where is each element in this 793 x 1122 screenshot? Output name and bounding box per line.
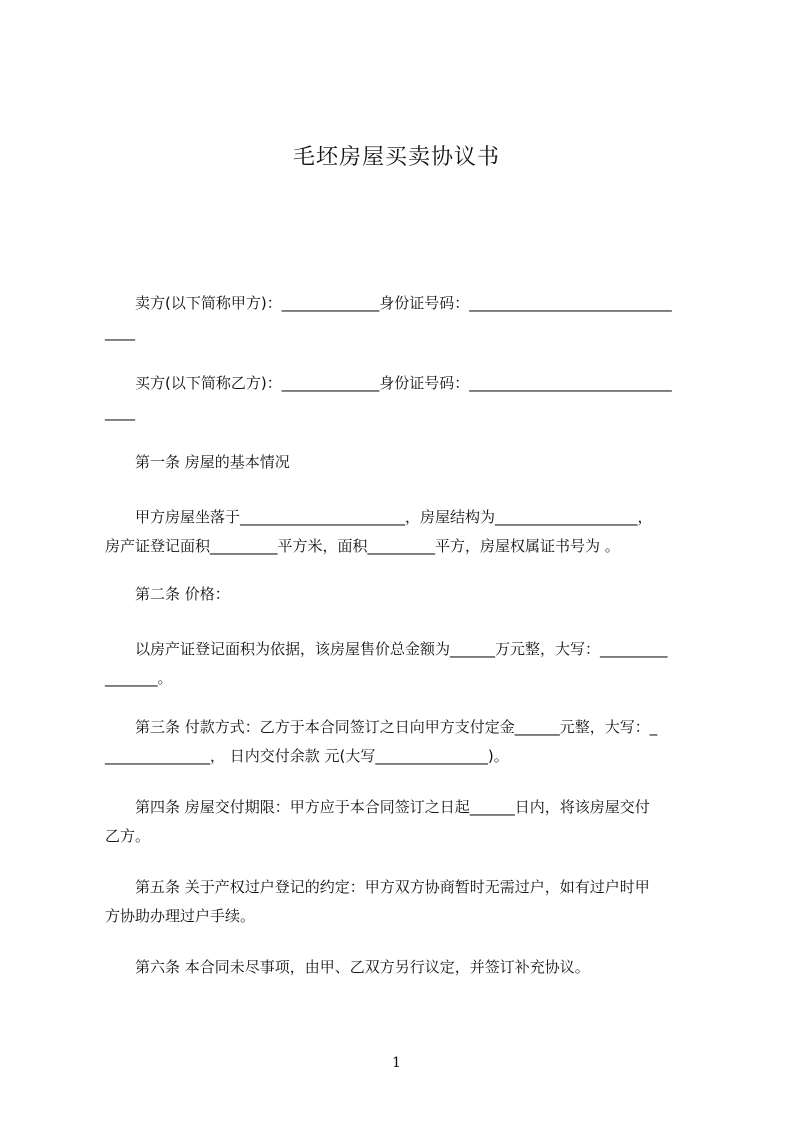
article-6-line1: 第六条 本合同未尽事项，由甲、乙双方另行议定，并签订补充协议。	[105, 958, 590, 976]
article-2-content	[105, 635, 701, 693]
seller-info-line2: ____	[105, 323, 135, 341]
article-2-line2: _______。	[105, 669, 173, 687]
buyer-info-paragraph	[105, 369, 701, 427]
article-1-content	[105, 503, 701, 561]
article-3-content	[105, 713, 701, 771]
seller-info-paragraph	[105, 289, 701, 347]
article-2-heading-text: 第二条 价格：	[105, 585, 230, 603]
article-5-line2: 方协助办理过户手续。	[105, 907, 256, 925]
buyer-info-line1: 买方(以下简称乙方)：_____________身份证号码：___________________________	[105, 374, 672, 392]
article-1-heading	[105, 448, 701, 477]
article-1-heading-text: 第一条 房屋的基本情况	[105, 453, 290, 471]
article-6-content	[105, 953, 701, 982]
article-1-line2: 房产证登记面积_________平方米，面积_________平方，房屋权属证书号为 。	[105, 537, 620, 555]
article-4-line2: 乙方。	[105, 827, 151, 845]
document-title: 毛坯房屋买卖协议书	[292, 145, 500, 170]
article-3-line2: ______________， 日内交付余款 元(大写_______________)。	[105, 747, 509, 765]
page-number: 1	[392, 1055, 401, 1071]
article-4-content	[105, 793, 701, 851]
article-3-line1: 第三条 付款方式：乙方于本合同签订之日向甲方支付定金______元整，大写：_	[105, 718, 658, 736]
seller-info-line1: 卖方(以下简称甲方)：_____________身份证号码：___________________________	[105, 294, 672, 312]
buyer-info-line2: ____	[105, 403, 135, 421]
article-4-line1: 第四条 房屋交付期限：甲方应于本合同签订之日起______日内，将该房屋交付	[105, 798, 650, 816]
article-1-line1: 甲方房屋坐落于______________________，房屋结构为___________________，	[105, 508, 653, 526]
article-2-line1: 以房产证登记面积为依据，该房屋售价总金额为______万元整，大写：_________	[105, 640, 668, 658]
article-5-line1: 第五条 关于产权过户登记的约定：甲方双方协商暂时无需过户，如有过户时甲	[105, 878, 650, 896]
article-2-heading	[105, 580, 701, 609]
article-5-content	[105, 873, 701, 931]
